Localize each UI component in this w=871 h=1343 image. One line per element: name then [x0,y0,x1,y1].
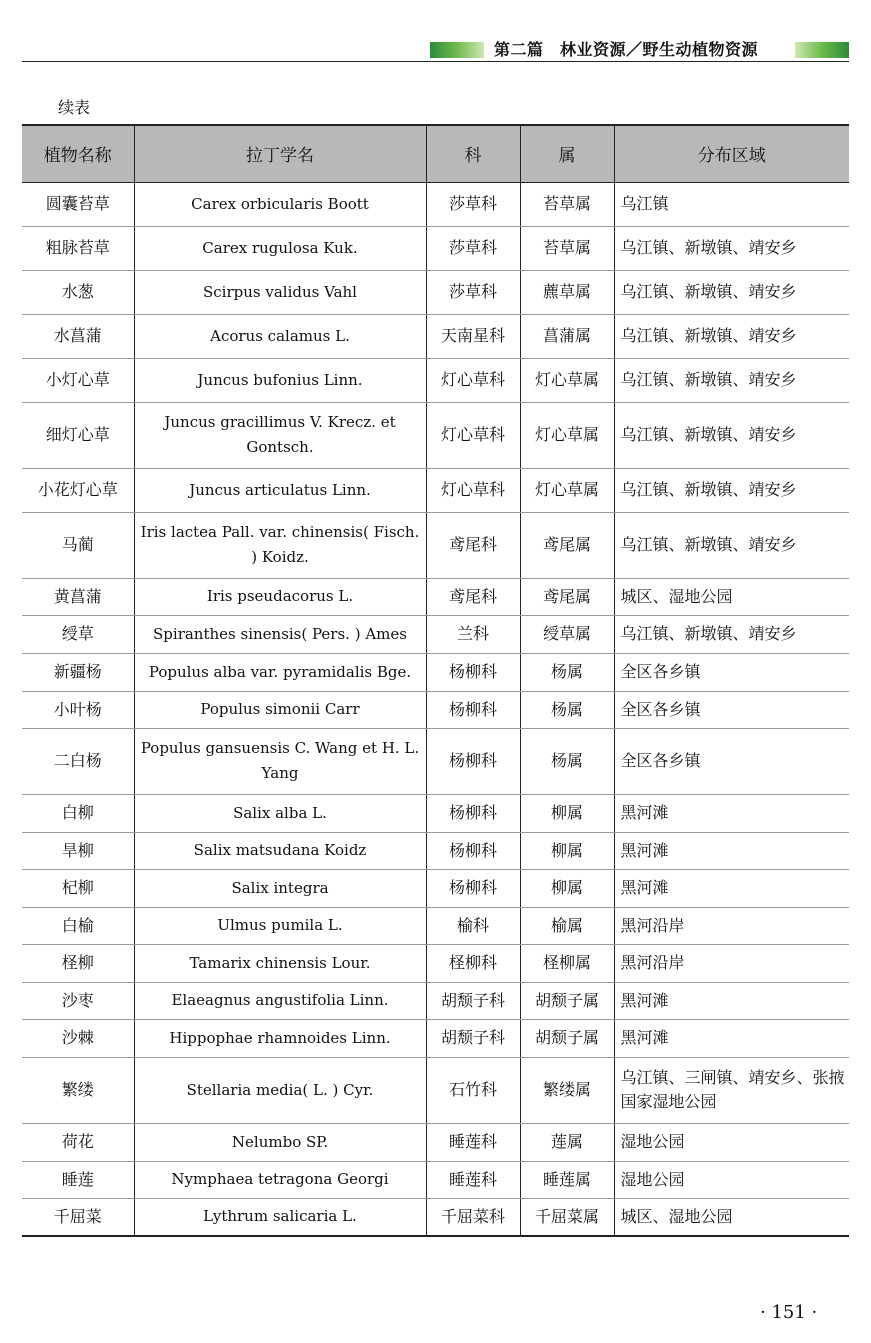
cell-genus: 莲属 [520,1123,614,1161]
cell-plant-name: 千屈菜 [22,1198,134,1236]
cell-region: 乌江镇、三闸镇、靖安乡、张掖国家湿地公园 [614,1057,849,1123]
cell-genus: 杨属 [520,728,614,794]
table-row [22,691,849,728]
cell-family: 莎草科 [426,270,520,314]
page-number: · 151 · [760,1302,818,1323]
cell-region: 黑河滩 [614,1019,849,1057]
table-row [22,1057,849,1123]
cell-region: 黑河沿岸 [614,907,849,944]
cell-region: 黑河滩 [614,794,849,832]
cell-genus: 鸢尾属 [520,578,614,615]
cell-latin-name: Juncus gracillimus V. Krecz. et Gontsch. [134,402,426,468]
cell-plant-name: 马蔺 [22,512,134,578]
cell-latin-name: Populus gansuensis C. Wang et H. L. Yang [134,728,426,794]
cell-region: 全区各乡镇 [614,653,849,691]
cell-latin-name: Salix alba L. [134,794,426,832]
cell-family: 兰科 [426,615,520,653]
cell-region: 湿地公园 [614,1123,849,1161]
cell-plant-name: 黄菖蒲 [22,578,134,615]
table-caption: 续表 [58,98,91,117]
cell-family: 灯心草科 [426,358,520,402]
cell-region: 乌江镇、新墩镇、靖安乡 [614,615,849,653]
cell-region: 全区各乡镇 [614,728,849,794]
cell-family: 睡莲科 [426,1123,520,1161]
cell-region: 乌江镇 [614,182,849,226]
cell-genus: 菖蒲属 [520,314,614,358]
cell-region: 乌江镇、新墩镇、靖安乡 [614,358,849,402]
col-header-region: 分布区域 [614,125,849,182]
cell-latin-name: Juncus bufonius Linn. [134,358,426,402]
table-row [22,468,849,512]
cell-genus: 苔草属 [520,182,614,226]
table-row [22,270,849,314]
table-row [22,578,849,615]
cell-latin-name: Hippophae rhamnoides Linn. [134,1019,426,1057]
table-row [22,1123,849,1161]
table-row [22,226,849,270]
cell-genus: 灯心草属 [520,402,614,468]
cell-plant-name: 小叶杨 [22,691,134,728]
cell-genus: 柳属 [520,794,614,832]
cell-latin-name: Salix integra [134,869,426,907]
running-header [430,40,849,60]
cell-plant-name: 睡莲 [22,1161,134,1198]
cell-family: 胡颓子科 [426,982,520,1019]
cell-latin-name: Nymphaea tetragona Georgi [134,1161,426,1198]
cell-family: 胡颓子科 [426,1019,520,1057]
table-row [22,653,849,691]
table-row [22,907,849,944]
table-row [22,402,849,468]
cell-family: 石竹科 [426,1057,520,1123]
cell-latin-name: Salix matsudana Koidz [134,832,426,869]
col-header-family: 科 [426,125,520,182]
table-row [22,982,849,1019]
cell-latin-name: Iris lactea Pall. var. chinensis( Fisch. ) Koidz. [134,512,426,578]
cell-latin-name: Carex rugulosa Kuk. [134,226,426,270]
cell-plant-name: 新疆杨 [22,653,134,691]
cell-family: 灯心草科 [426,468,520,512]
cell-family: 杨柳科 [426,653,520,691]
cell-plant-name: 杞柳 [22,869,134,907]
cell-family: 莎草科 [426,182,520,226]
cell-genus: 柽柳属 [520,944,614,982]
cell-latin-name: Scirpus validus Vahl [134,270,426,314]
cell-genus: 榆属 [520,907,614,944]
cell-region: 湿地公园 [614,1161,849,1198]
header-green-bar-left [430,42,484,58]
cell-family: 杨柳科 [426,832,520,869]
table-row [22,182,849,226]
cell-genus: 灯心草属 [520,468,614,512]
cell-latin-name: Juncus articulatus Linn. [134,468,426,512]
cell-plant-name: 柽柳 [22,944,134,982]
cell-region: 乌江镇、新墩镇、靖安乡 [614,270,849,314]
cell-plant-name: 水葱 [22,270,134,314]
cell-family: 灯心草科 [426,402,520,468]
cell-region: 乌江镇、新墩镇、靖安乡 [614,468,849,512]
cell-genus: 藨草属 [520,270,614,314]
cell-plant-name: 沙棘 [22,1019,134,1057]
cell-genus: 鸢尾属 [520,512,614,578]
cell-region: 乌江镇、新墩镇、靖安乡 [614,402,849,468]
table-row [22,358,849,402]
cell-latin-name: Carex orbicularis Boott [134,182,426,226]
header-rule [22,61,849,62]
cell-genus: 胡颓子属 [520,1019,614,1057]
cell-plant-name: 小灯心草 [22,358,134,402]
cell-latin-name: Elaeagnus angustifolia Linn. [134,982,426,1019]
cell-genus: 杨属 [520,653,614,691]
table-row [22,512,849,578]
cell-region: 黑河滩 [614,832,849,869]
cell-family: 睡莲科 [426,1161,520,1198]
cell-latin-name: Iris pseudacorus L. [134,578,426,615]
cell-latin-name: Ulmus pumila L. [134,907,426,944]
cell-family: 莎草科 [426,226,520,270]
cell-region: 全区各乡镇 [614,691,849,728]
table-row [22,1161,849,1198]
cell-family: 鸢尾科 [426,578,520,615]
cell-family: 千屈菜科 [426,1198,520,1236]
table-row [22,1019,849,1057]
table-row [22,615,849,653]
cell-genus: 柳属 [520,869,614,907]
col-header-genus: 属 [520,125,614,182]
table-row [22,1198,849,1236]
table-row [22,314,849,358]
cell-genus: 灯心草属 [520,358,614,402]
cell-family: 杨柳科 [426,728,520,794]
cell-plant-name: 绶草 [22,615,134,653]
cell-region: 乌江镇、新墩镇、靖安乡 [614,226,849,270]
cell-family: 榆科 [426,907,520,944]
col-header-latin: 拉丁学名 [134,125,426,182]
table-row [22,794,849,832]
cell-family: 杨柳科 [426,794,520,832]
cell-plant-name: 荷花 [22,1123,134,1161]
header-title: 第二篇 林业资源／野生动植物资源 [494,40,759,59]
cell-latin-name: Populus alba var. pyramidalis Bge. [134,653,426,691]
table-row [22,832,849,869]
cell-plant-name: 白柳 [22,794,134,832]
cell-region: 黑河滩 [614,869,849,907]
cell-family: 杨柳科 [426,691,520,728]
cell-latin-name: Nelumbo SP. [134,1123,426,1161]
cell-region: 乌江镇、新墩镇、靖安乡 [614,512,849,578]
cell-genus: 苔草属 [520,226,614,270]
plant-table [22,124,849,1237]
header-green-bar-right [795,42,849,58]
cell-plant-name: 繁缕 [22,1057,134,1123]
cell-genus: 睡莲属 [520,1161,614,1198]
table-row [22,869,849,907]
table-row [22,944,849,982]
cell-region: 城区、湿地公园 [614,578,849,615]
table-row [22,728,849,794]
cell-family: 天南星科 [426,314,520,358]
cell-genus: 柳属 [520,832,614,869]
cell-latin-name: Acorus calamus L. [134,314,426,358]
cell-latin-name: Populus simonii Carr [134,691,426,728]
cell-latin-name: Tamarix chinensis Lour. [134,944,426,982]
cell-latin-name: Stellaria media( L. ) Cyr. [134,1057,426,1123]
cell-family: 鸢尾科 [426,512,520,578]
cell-genus: 绶草属 [520,615,614,653]
cell-family: 柽柳科 [426,944,520,982]
cell-plant-name: 沙枣 [22,982,134,1019]
cell-region: 城区、湿地公园 [614,1198,849,1236]
cell-plant-name: 旱柳 [22,832,134,869]
cell-genus: 杨属 [520,691,614,728]
col-header-name: 植物名称 [22,125,134,182]
cell-plant-name: 粗脉苔草 [22,226,134,270]
cell-family: 杨柳科 [426,869,520,907]
cell-plant-name: 白榆 [22,907,134,944]
cell-genus: 千屈菜属 [520,1198,614,1236]
cell-region: 黑河沿岸 [614,944,849,982]
cell-plant-name: 二白杨 [22,728,134,794]
cell-latin-name: Lythrum salicaria L. [134,1198,426,1236]
cell-plant-name: 水菖蒲 [22,314,134,358]
cell-plant-name: 圆囊苔草 [22,182,134,226]
cell-region: 黑河滩 [614,982,849,1019]
cell-plant-name: 小花灯心草 [22,468,134,512]
cell-genus: 繁缕属 [520,1057,614,1123]
cell-plant-name: 细灯心草 [22,402,134,468]
cell-region: 乌江镇、新墩镇、靖安乡 [614,314,849,358]
cell-latin-name: Spiranthes sinensis( Pers. ) Ames [134,615,426,653]
cell-genus: 胡颓子属 [520,982,614,1019]
table-header-row [22,125,849,182]
